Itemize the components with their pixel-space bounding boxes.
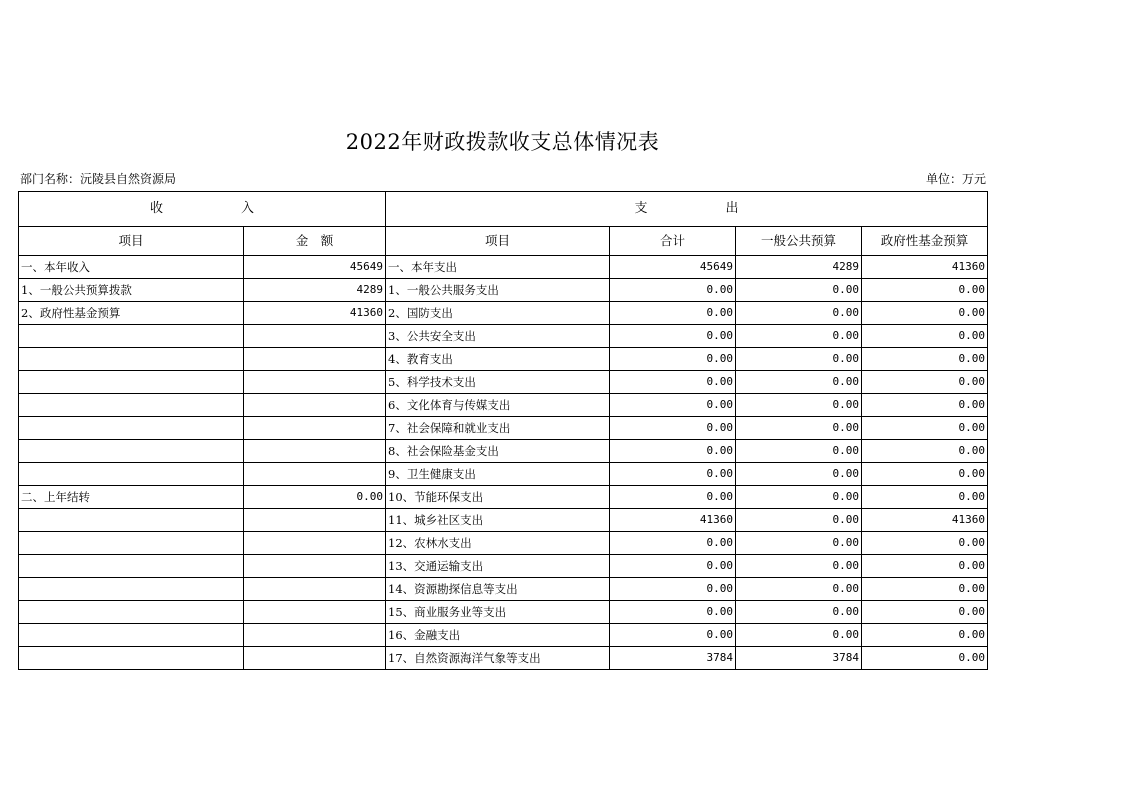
expense-item-cell: 3、公共安全支出 bbox=[386, 325, 610, 348]
expense-general-cell: 0.00 bbox=[736, 279, 862, 302]
table-row bbox=[19, 509, 988, 532]
income-amount-cell bbox=[244, 440, 386, 463]
expense-fund-cell: 41360 bbox=[862, 256, 988, 279]
expense-item-header: 项目 bbox=[386, 227, 610, 256]
expense-fund-cell: 0.00 bbox=[862, 279, 988, 302]
expense-total-cell: 0.00 bbox=[610, 624, 736, 647]
income-item-cell: 1、一般公共预算拨款 bbox=[19, 279, 244, 302]
table-row bbox=[19, 371, 988, 394]
table-subheader-row bbox=[19, 227, 988, 256]
income-amount-cell bbox=[244, 417, 386, 440]
page-title: 2022年财政拨款收支总体情况表 bbox=[345, 130, 660, 154]
income-amount-cell bbox=[244, 394, 386, 417]
expense-item-cell: 2、国防支出 bbox=[386, 302, 610, 325]
expense-general-cell: 0.00 bbox=[736, 394, 862, 417]
table-row bbox=[19, 647, 988, 670]
expense-item-cell: 7、社会保障和就业支出 bbox=[386, 417, 610, 440]
expense-item-cell: 17、自然资源海洋气象等支出 bbox=[386, 647, 610, 670]
table-row bbox=[19, 417, 988, 440]
expense-total-cell: 0.00 bbox=[610, 417, 736, 440]
income-item-cell: 2、政府性基金预算 bbox=[19, 302, 244, 325]
expense-total-cell: 0.00 bbox=[610, 601, 736, 624]
income-item-cell bbox=[19, 348, 244, 371]
expense-total-cell: 45649 bbox=[610, 256, 736, 279]
income-amount-cell bbox=[244, 532, 386, 555]
income-item-cell bbox=[19, 647, 244, 670]
expense-total-header: 合计 bbox=[610, 227, 736, 256]
expense-total-cell: 0.00 bbox=[610, 532, 736, 555]
expense-fund-cell: 0.00 bbox=[862, 624, 988, 647]
expense-fund-cell: 0.00 bbox=[862, 578, 988, 601]
income-item-cell bbox=[19, 578, 244, 601]
income-amount-cell bbox=[244, 463, 386, 486]
expense-fund-cell: 0.00 bbox=[862, 302, 988, 325]
expense-general-cell: 0.00 bbox=[736, 601, 862, 624]
unit-label: 单位：万元 bbox=[925, 172, 986, 186]
expense-fund-header: 政府性基金预算 bbox=[862, 227, 988, 256]
expense-total-cell: 0.00 bbox=[610, 440, 736, 463]
table-row bbox=[19, 256, 988, 279]
expense-general-cell: 3784 bbox=[736, 647, 862, 670]
table-row bbox=[19, 440, 988, 463]
expense-item-cell: 13、交通运输支出 bbox=[386, 555, 610, 578]
expense-fund-cell: 0.00 bbox=[862, 463, 988, 486]
expense-fund-cell: 0.00 bbox=[862, 394, 988, 417]
expense-total-cell: 0.00 bbox=[610, 371, 736, 394]
expense-item-cell: 8、社会保险基金支出 bbox=[386, 440, 610, 463]
income-amount-cell bbox=[244, 601, 386, 624]
expense-general-cell: 0.00 bbox=[736, 302, 862, 325]
table-row bbox=[19, 624, 988, 647]
expense-general-cell: 0.00 bbox=[736, 371, 862, 394]
expense-fund-cell: 0.00 bbox=[862, 417, 988, 440]
expense-total-cell: 0.00 bbox=[610, 394, 736, 417]
department-label: 部门名称：沅陵县自然资源局 bbox=[20, 172, 177, 186]
expense-fund-cell: 0.00 bbox=[862, 601, 988, 624]
income-item-cell bbox=[19, 601, 244, 624]
income-item-cell bbox=[19, 509, 244, 532]
expense-fund-cell: 0.00 bbox=[862, 348, 988, 371]
income-amount-cell: 0.00 bbox=[244, 486, 386, 509]
income-amount-cell bbox=[244, 647, 386, 670]
table-row bbox=[19, 348, 988, 371]
income-item-cell bbox=[19, 440, 244, 463]
table-row bbox=[19, 532, 988, 555]
expense-fund-cell: 0.00 bbox=[862, 532, 988, 555]
expense-item-cell: 11、城乡社区支出 bbox=[386, 509, 610, 532]
table-row bbox=[19, 394, 988, 417]
income-amount-cell bbox=[244, 624, 386, 647]
table-row bbox=[19, 463, 988, 486]
expense-fund-cell: 0.00 bbox=[862, 440, 988, 463]
income-item-cell bbox=[19, 394, 244, 417]
expense-header: 支 出 bbox=[386, 192, 988, 227]
income-item-cell: 二、上年结转 bbox=[19, 486, 244, 509]
expense-total-cell: 0.00 bbox=[610, 486, 736, 509]
expense-general-header: 一般公共预算 bbox=[736, 227, 862, 256]
expense-fund-cell: 0.00 bbox=[862, 325, 988, 348]
expense-total-cell: 0.00 bbox=[610, 555, 736, 578]
income-amount-cell bbox=[244, 509, 386, 532]
expense-fund-cell: 0.00 bbox=[862, 647, 988, 670]
expense-total-cell: 41360 bbox=[610, 509, 736, 532]
expense-general-cell: 0.00 bbox=[736, 463, 862, 486]
expense-total-cell: 0.00 bbox=[610, 348, 736, 371]
income-amount-cell: 45649 bbox=[244, 256, 386, 279]
expense-fund-cell: 0.00 bbox=[862, 555, 988, 578]
expense-item-cell: 4、教育支出 bbox=[386, 348, 610, 371]
expense-item-cell: 一、本年支出 bbox=[386, 256, 610, 279]
table-row bbox=[19, 486, 988, 509]
income-amount-cell: 4289 bbox=[244, 279, 386, 302]
expense-total-cell: 3784 bbox=[610, 647, 736, 670]
expense-item-cell: 1、一般公共服务支出 bbox=[386, 279, 610, 302]
income-amount-cell: 41360 bbox=[244, 302, 386, 325]
expense-general-cell: 4289 bbox=[736, 256, 862, 279]
income-amount-cell bbox=[244, 371, 386, 394]
table-row bbox=[19, 279, 988, 302]
income-item-cell bbox=[19, 532, 244, 555]
income-item-cell bbox=[19, 463, 244, 486]
expense-total-cell: 0.00 bbox=[610, 325, 736, 348]
income-item-cell bbox=[19, 555, 244, 578]
table-row bbox=[19, 325, 988, 348]
income-amount-cell bbox=[244, 555, 386, 578]
expense-general-cell: 0.00 bbox=[736, 486, 862, 509]
income-header: 收 入 bbox=[19, 192, 386, 227]
expense-general-cell: 0.00 bbox=[736, 348, 862, 371]
expense-item-cell: 16、金融支出 bbox=[386, 624, 610, 647]
expense-total-cell: 0.00 bbox=[610, 302, 736, 325]
expense-item-cell: 10、节能环保支出 bbox=[386, 486, 610, 509]
income-amount-cell bbox=[244, 325, 386, 348]
table-row bbox=[19, 578, 988, 601]
table-body bbox=[19, 256, 988, 670]
table-header-row bbox=[19, 192, 988, 227]
expense-fund-cell: 0.00 bbox=[862, 371, 988, 394]
income-item-header: 项目 bbox=[19, 227, 244, 256]
income-amount-header: 金 额 bbox=[244, 227, 386, 256]
income-item-cell bbox=[19, 624, 244, 647]
expense-item-cell: 9、卫生健康支出 bbox=[386, 463, 610, 486]
expense-general-cell: 0.00 bbox=[736, 532, 862, 555]
expense-general-cell: 0.00 bbox=[736, 578, 862, 601]
expense-total-cell: 0.00 bbox=[610, 463, 736, 486]
expense-item-cell: 6、文化体育与传媒支出 bbox=[386, 394, 610, 417]
income-item-cell bbox=[19, 371, 244, 394]
expense-total-cell: 0.00 bbox=[610, 578, 736, 601]
expense-general-cell: 0.00 bbox=[736, 509, 862, 532]
table-row bbox=[19, 555, 988, 578]
budget-table bbox=[18, 191, 988, 670]
expense-item-cell: 15、商业服务业等支出 bbox=[386, 601, 610, 624]
income-item-cell bbox=[19, 325, 244, 348]
expense-item-cell: 14、资源勘探信息等支出 bbox=[386, 578, 610, 601]
income-amount-cell bbox=[244, 348, 386, 371]
expense-item-cell: 12、农林水支出 bbox=[386, 532, 610, 555]
expense-fund-cell: 0.00 bbox=[862, 486, 988, 509]
expense-general-cell: 0.00 bbox=[736, 555, 862, 578]
income-item-cell: 一、本年收入 bbox=[19, 256, 244, 279]
expense-total-cell: 0.00 bbox=[610, 279, 736, 302]
income-item-cell bbox=[19, 417, 244, 440]
expense-general-cell: 0.00 bbox=[736, 417, 862, 440]
expense-general-cell: 0.00 bbox=[736, 325, 862, 348]
expense-item-cell: 5、科学技术支出 bbox=[386, 371, 610, 394]
income-amount-cell bbox=[244, 578, 386, 601]
expense-fund-cell: 41360 bbox=[862, 509, 988, 532]
table-row bbox=[19, 302, 988, 325]
expense-general-cell: 0.00 bbox=[736, 624, 862, 647]
expense-general-cell: 0.00 bbox=[736, 440, 862, 463]
table-row bbox=[19, 601, 988, 624]
